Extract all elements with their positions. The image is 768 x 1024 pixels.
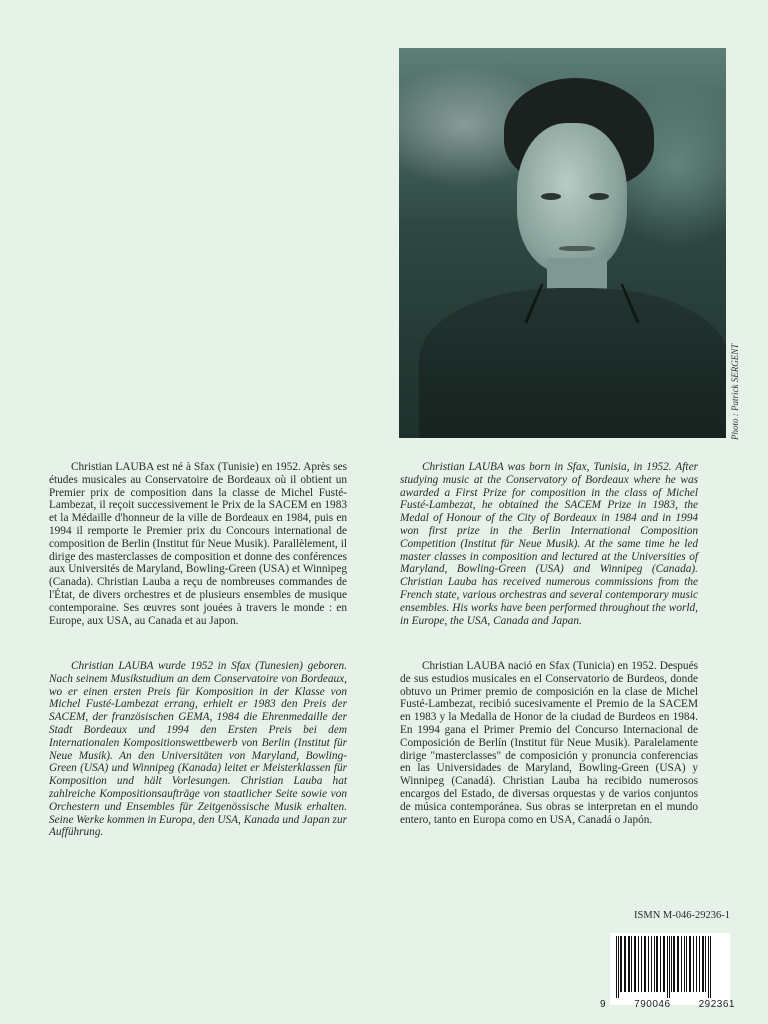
barcode-right-group: 292361: [698, 999, 735, 1010]
bio-french: Christian LAUBA est né à Sfax (Tunisie) en 1952. Après ses études musicales au Conservatoire de Bordeaux où il obtient un Premier prix de composition dans la classe de Michel Fusté-Lambezat, il reçoit successivement le Prix de la SACEM en 1983 et la Médaille d'honneur de la ville de Bordeaux en 1984, puis en 1994 il remporte le Premier prix du Concours international de composition de Berlin (Institut für Neue Musik). Parallèlement, il dirige des masterclasses de composition et donne des conférences aux Universités de Maryland, Bowling-Green (USA) et Winnipeg (Canada). Christian Lauba a reçu de nombreuses commandes de l'État, de divers orchestres et de plusieurs ensembles de musique contemporaine. Ses œuvres sont jouées à travers le monde : en Europe, aux USA, au Canada et au Japon.: [49, 461, 347, 627]
photo-left-eye: [541, 193, 561, 200]
barcode-bars: [614, 936, 726, 998]
photo-collar: [524, 284, 640, 323]
ismn-code: ISMN M-046-29236-1: [634, 910, 730, 921]
barcode-bar: [618, 936, 619, 998]
photo-mouth: [559, 246, 595, 251]
barcode-bar: [638, 936, 639, 992]
barcode-bar: [699, 936, 700, 992]
barcode: [610, 933, 730, 1005]
barcode-bar: [689, 936, 691, 992]
barcode-bar: [696, 936, 697, 992]
barcode-bar: [681, 936, 682, 992]
barcode-bar: [673, 936, 675, 992]
barcode-bar: [631, 936, 632, 992]
barcode-bar: [702, 936, 704, 992]
barcode-bar: [669, 936, 670, 998]
barcode-number: [600, 999, 735, 1010]
barcode-bar: [667, 936, 668, 998]
barcode-bar: [663, 936, 665, 992]
barcode-left-group: 790046: [634, 999, 671, 1010]
bio-spanish: Christian LAUBA nació en Sfax (Tunicia) en 1952. Después de sus estudios musicales en el Conservatorio de Burdeos, donde obtuvo un Primer premio de composición en la clase de Michel Fusté-Lambezat, recibió sucesivamente el Premio de la SACEM en 1983 y la Medalla de Honor de la ciudad de Burdeos en 1984. En 1994 gana el Primer Premio del Concurso Internacional de Composición de Berlín (Institut für Neue Musik). Paralelamente dirige "masterclasses" de composición y pronuncia conferencias en las Universidades de Maryland, Bowling-Green (USA) y Winnipeg (Canadá). Christian Lauba ha recibido numerosos encargos del Estado, de diversas orquestas y de varios conjuntos de música contemporánea. Sus obras se interpretan en el mundo entero, tanto en Europa como en USA, Canadá o Japón.: [400, 660, 698, 826]
barcode-bar: [656, 936, 658, 992]
barcode-bar: [710, 936, 711, 998]
barcode-first-digit: 9: [600, 999, 607, 1010]
barcode-bar: [693, 936, 694, 992]
barcode-bar: [677, 936, 679, 992]
barcode-bar: [651, 936, 652, 992]
barcode-bar: [660, 936, 661, 992]
barcode-bar: [628, 936, 630, 992]
composer-portrait-photo: [399, 48, 726, 438]
barcode-bar: [705, 936, 706, 992]
barcode-bar: [708, 936, 709, 998]
barcode-bar: [620, 936, 622, 992]
barcode-bar: [616, 936, 617, 998]
barcode-bar: [671, 936, 672, 992]
barcode-bar: [644, 936, 646, 992]
barcode-bar: [684, 936, 685, 992]
photo-credit: Photo : Patrick SERGENT: [730, 343, 740, 440]
barcode-bar: [686, 936, 687, 992]
barcode-bar: [641, 936, 642, 992]
barcode-bar: [634, 936, 636, 992]
barcode-bar: [624, 936, 626, 992]
bio-english: Christian LAUBA was born in Sfax, Tunisia, in 1952. After studying music at the Conservatory of Bordeaux where he was awarded a First Prize for composition in the class of Michel Fusté-Lambezat, he obtained the SACEM Prize in 1983, the Medal of Honour of the City of Bordeaux in 1984 and in 1994 won first prize in the Berlin International Composition Competition (Institut für Neue Musik). At the same time he led master classes in composition and lectured at the Universities of Maryland, Bowling-Green (USA) and Winnipeg (Canada). Christian Lauba has received numerous commissions from the French state, various orchestras and several contemporary music ensembles. His works have been performed throughout the world, in Europe, the USA, Canada and Japan.: [400, 461, 698, 627]
photo-right-eye: [589, 193, 609, 200]
barcode-bar: [648, 936, 649, 992]
bio-german: Christian LAUBA wurde 1952 in Sfax (Tunesien) geboren. Nach seinem Musikstudium an dem Conservatoire von Bordeaux, wo er einen ersten Preis für Komposition in der Klasse von Michel Fusté-Lambezat errang, erhielt er 1983 den Preis der SACEM, der französischen GEMA, 1984 die Ehrenmedaille der Stadt Bordeaux und 1994 den Ersten Preis bei dem Internationalen Kompositionswettbewerb von Berlin (Institut für Neue Musik). An den Universitäten von Maryland, Bowling-Green (USA) und Winnipeg (Kanada) leitet er Meisterklassen für Komposition und hält Vorlesungen. Christian Lauba hat zahlreiche Kompositionsaufträge von staatlicher Seite sowie von Orchestern und Ensembles für Zeitgenössische Musik erhalten. Seine Werke kommen in Europa, den USA, Kanada und Japan zur Aufführung.: [49, 660, 347, 839]
barcode-bar: [654, 936, 655, 992]
